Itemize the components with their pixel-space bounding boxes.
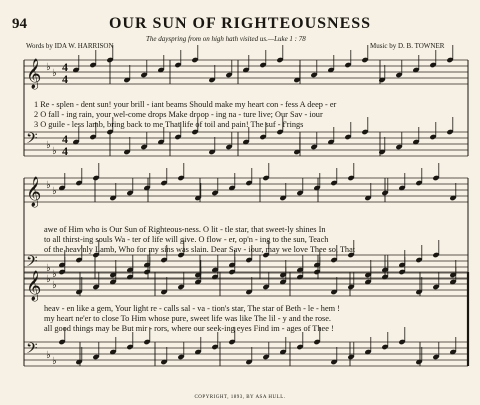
treble-clef-icon: 𝄞 [26,59,42,89]
bass-clef-icon: 𝄢 [26,253,38,274]
flat-sign-icon: ♭ [46,263,51,274]
time-signature: 4 [62,60,68,74]
flat-sign-icon: ♭ [52,146,57,157]
flat-sign-icon: ♭ [52,280,57,291]
system-1-verse-1: 1 Re - splen - dent sun! your brill - iant beams Should make my heart con - fess A deep - er [34,100,337,109]
flat-sign-icon: ♭ [52,186,57,197]
bass-clef-icon: 𝄢 [26,130,38,151]
system-2-verse-1: awe of Him who is Our Sun of Righteous-ness. O lit - tle star, that sweet-ly shines In [44,225,326,234]
flat-sign-icon: ♭ [46,350,51,361]
epigraph: The dayspring from on high hath visited us.—Luke 1 : 78 [146,35,306,43]
system-3-verse-2: my heart ne'er to close To Him whose pure, sweet life was like The lil - y and the rose. [44,314,331,323]
copyright: COPYRIGHT, 1893, BY ASA HULL. [194,395,286,400]
flat-sign-icon: ♭ [46,274,51,285]
treble-clef-icon: 𝄞 [26,177,42,207]
system-2-verse-2: to all thirst-ing souls Wa - ter of life will give. O flow - er, op'n - ing to the sun, Teach [44,235,329,244]
hymn-title: OUR SUN OF RIGHTEOUSNESS [108,15,372,32]
flat-sign-icon: ♭ [46,180,51,191]
time-signature: 4 [62,72,68,86]
flat-sign-icon: ♭ [46,140,51,151]
system-3-verse-1: heav - en like a gem, Your light re - calls sal - va - tion's star, The star of Beth - le - hem ! [44,304,340,313]
words-credit: Words by IDA W. HARRISON [26,42,114,50]
flat-sign-icon: ♭ [52,356,57,367]
system-1-verse-2: 2 O fall - ing rain, your wel-come drops Make droop - ing na - ture live; Our Sav - iour [34,110,323,119]
treble-clef-icon: 𝄞 [26,271,42,301]
system-3-verse-3: all good things may be But mir - rors, where our seek-ing eyes Find im - ages of Thee ! [44,324,334,333]
page-number: 94 [12,16,27,32]
system-1-verse-3: 3 O guile - less lamb, bring back to me That life of toil and pain! The suf - f'rings [34,120,304,129]
flat-sign-icon: ♭ [46,62,51,73]
music-credit: Music by D. B. TOWNER [370,42,445,50]
bass-clef-icon: 𝄢 [26,340,38,361]
flat-sign-icon: ♭ [52,68,57,79]
time-signature: 4 [62,132,68,146]
flat-sign-icon: ♭ [52,269,57,280]
time-signature: 4 [62,144,68,158]
system-2-verse-3: of the heav'nly Lamb, Who for my sins was slain. Dear Sav - iour, may we love Thee so, That [44,245,356,254]
